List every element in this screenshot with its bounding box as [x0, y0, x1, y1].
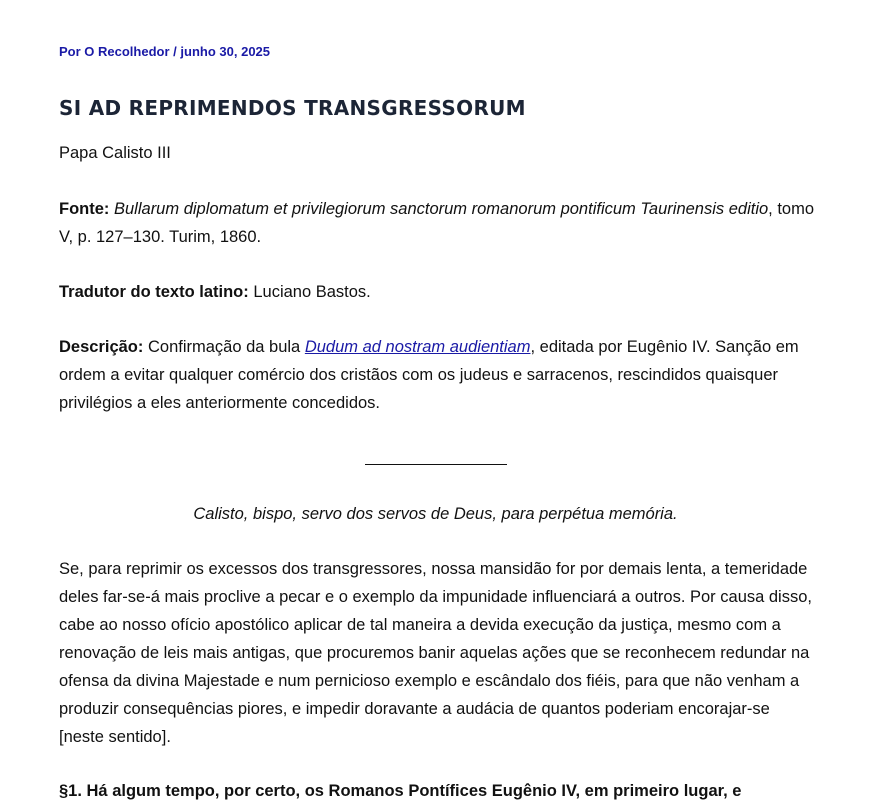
source-details: , tomo V, p. 127–130. Turim, 1860.	[59, 200, 815, 246]
description-label: Descrição:	[59, 338, 144, 356]
post-date: junho 30, 2025	[180, 44, 271, 59]
post-meta	[59, 44, 270, 59]
translator-label: Tradutor do texto latino:	[59, 283, 249, 301]
author-prefix: Por	[59, 44, 81, 59]
body-paragraph: Se, para reprimir os excessos dos transgressores, nossa mansidão for por demais lenta, a temeridade deles far-se-á mais proclive a pecar e o exemplo da impunidade influenciará a outros. Por causa disso, cabe ao nosso ofício apostólico aplicar de tal maneira a devida execução da justiça, mesmo com a renovação de leis mais antigas, que procuremos banir aquelas ações que se reconhecem redundar na ofensa da divina Majestade e num pernicioso exemplo e escândalo dos fiéis, para que não venham a produzir consequências piores, e impedir doravante a audácia de quantos poderiam encorajar-se [neste sentido].	[59, 560, 812, 746]
author-link[interactable]: O Recolhedor	[84, 44, 170, 59]
source-title: Bullarum diplomatum et privilegiorum sanctorum romanorum pontificum Taurinensis editio	[114, 200, 769, 218]
source-paragraph	[59, 195, 819, 251]
meta-separator: /	[173, 44, 177, 59]
salutation: Calisto, bispo, servo dos servos de Deus, para perpétua memória.	[193, 505, 678, 523]
bula-link[interactable]: Dudum ad nostram audientiam	[304, 338, 531, 356]
description-text-after-link: , editada por Eugênio IV. Sanção em ordem a evitar qualquer comércio dos cristãos com os judeus e sarracenos, rescindidos quaisquer privilégios a eles anteriormente concedidos.	[59, 338, 799, 412]
source-label: Fonte:	[59, 200, 110, 218]
description-paragraph	[59, 333, 819, 417]
page-title: SI AD REPRIMENDOS TRANSGRESSORUM	[59, 96, 526, 120]
section-1-heading: §1. Há algum tempo, por certo, os Romanos Pontífices Eugênio IV, em primeiro lugar, e	[59, 782, 742, 800]
translator-name: Luciano Bastos.	[253, 283, 371, 301]
author-line: Papa Calisto III	[59, 144, 171, 162]
description-text-before-link: Confirmação da bula	[147, 338, 301, 356]
translator-paragraph	[59, 278, 819, 306]
section-divider	[365, 464, 507, 465]
